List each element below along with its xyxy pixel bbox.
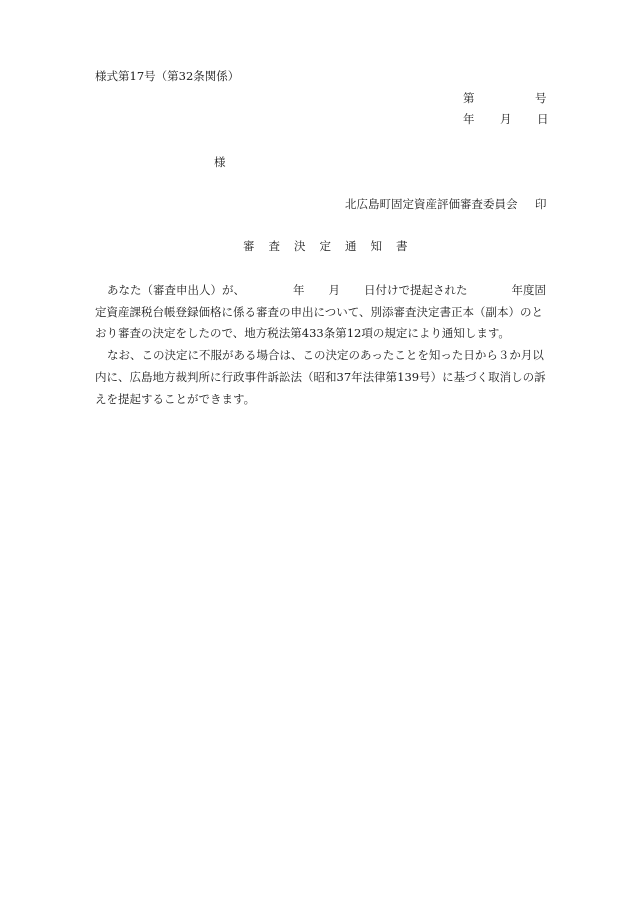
paragraph-1-line-2: 定資産課税台帳登録価格に係る審査の申出について、別添審査決定書正本（副本）のと [95,305,544,319]
date-year-label: 年 [463,112,475,126]
document-title [243,241,408,253]
seal-mark: 印 [535,197,547,211]
title-char: 知 [370,239,382,253]
title-char: 通 [345,239,357,253]
paragraph-1-line-3: おり審査の決定をしたので、地方税法第433条第12項の規定により通知します。 [95,326,510,340]
title-char: 決 [294,239,306,253]
paragraph-2-line-3: えを提起することができます。 [95,392,256,406]
issuer-name: 北広島町固定資産評価審査委員会 [345,197,518,211]
paragraph-1-line-1 [107,285,546,297]
document-number-suffix: 号 [535,91,547,105]
body-text: 年度固 [511,283,546,297]
title-char: 審 [243,239,255,253]
year-blank-label: 年 [293,283,305,297]
document-number-label: 第 [463,91,475,105]
title-char: 書 [396,239,408,253]
date-month-label: 月 [500,112,512,126]
month-blank-label: 月 [328,283,340,297]
form-number: 様式第17号（第32条関係） [95,69,240,83]
paragraph-2-line-1: なお、この決定に不服がある場合は、この決定のあったことを知った日から３か月以 [107,348,544,362]
date-day-label: 日 [537,112,549,126]
addressee-honorific: 様 [214,155,226,169]
paragraph-2-line-2: 内に、広島地方裁判所に行政事件訴訟法（昭和37年法律第139号）に基づく取消しの訴 [95,370,546,384]
body-text: あなた（審査申出人）が、 [107,283,245,297]
title-char: 査 [268,239,280,253]
title-char: 定 [319,239,331,253]
body-text: 日付けで提起された [364,283,468,297]
